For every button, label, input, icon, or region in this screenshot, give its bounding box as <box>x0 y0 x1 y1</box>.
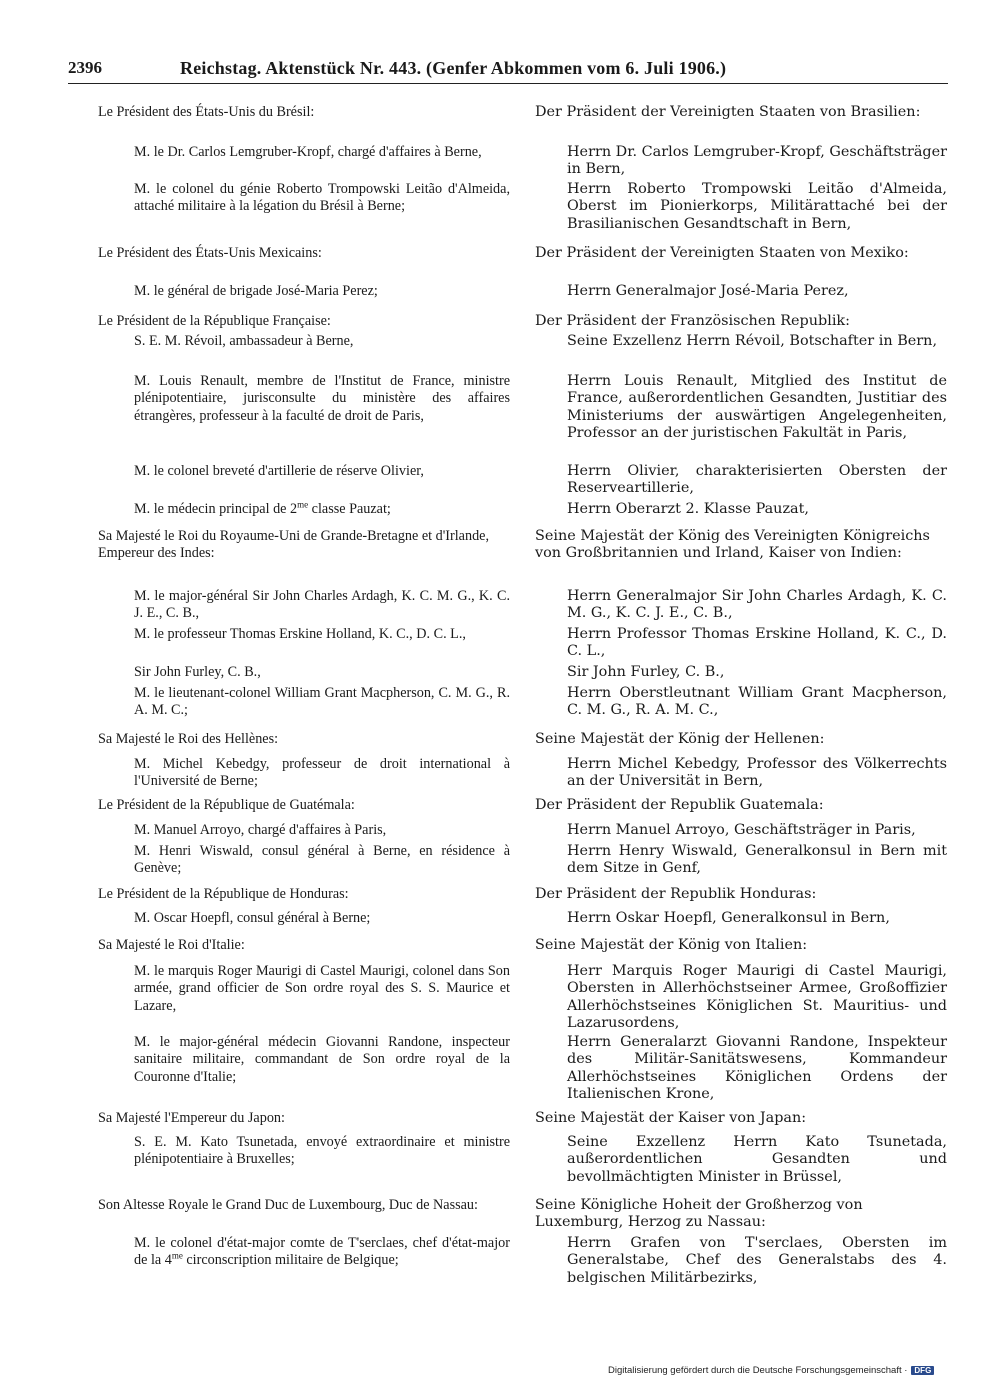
ruler-heading <box>535 937 947 954</box>
plenipotentiary-entry <box>535 756 947 791</box>
plenipotentiary-entry <box>535 181 947 233</box>
entry-text: Herr Marquis Roger Maurigi di Castel Maurigi, Obersten in Allerhöchstseiner Armee, Großoffizier Allerhöchstseines Königlichen St. Mauritius- und Lazarusordens, <box>567 963 947 1032</box>
entry-text: M. le professeur Thomas Erskine Holland, K. C., D. C. L., <box>134 626 466 642</box>
plenipotentiary-entry <box>535 1235 947 1287</box>
page-header <box>68 58 948 86</box>
ruler-heading <box>535 313 947 330</box>
plenipotentiary-entry <box>98 463 510 480</box>
ruler-text: Seine Majestät der Kaiser von Japan: <box>535 1110 807 1126</box>
entry-text: M. Oscar Hoepfl, consul général à Berne; <box>134 910 371 926</box>
plenipotentiary-entry <box>98 963 510 1015</box>
plenipotentiary-entry <box>98 822 510 839</box>
ruler-heading <box>535 886 947 903</box>
entry-text: Herrn Generalarzt Giovanni Randone, Inspekteur des Militär-Sanitätswesens, Kommandeur Allerhöchstseines Königlichen Ordens der Italienischen Krone, <box>567 1034 947 1103</box>
ruler-heading <box>535 1197 947 1232</box>
ruler-heading <box>98 104 510 121</box>
entry-text: Seine Exzellenz Herrn Kato Tsunetada, außerordentlichen Gesandten und bevollmächtigten Minister in Brüssel, <box>567 1134 947 1185</box>
plenipotentiary-entry <box>535 1034 947 1104</box>
ruler-heading <box>535 528 947 563</box>
plenipotentiary-entry <box>535 664 947 681</box>
ruler-heading <box>98 797 510 814</box>
entry-text: M. le marquis Roger Maurigi di Castel Maurigi, colonel dans Son armée, grand officier de Son ordre royal des S. S. Maurice et Lazare, <box>134 963 510 1014</box>
entry-text: M. le major-général Sir John Charles Ardagh, K. C. M. G., K. C. J. E., C. B., <box>134 588 510 622</box>
plenipotentiary-entry <box>98 333 510 350</box>
credit-text: Digitalisierung gefördert durch die Deutsche Forschungsgemeinschaft · <box>608 1365 908 1376</box>
ruler-heading <box>535 245 947 262</box>
plenipotentiary-entry <box>98 685 510 720</box>
header-rule <box>68 83 948 84</box>
ruler-heading <box>98 313 510 330</box>
plenipotentiary-entry <box>98 1235 510 1270</box>
dfg-logo: DFG <box>911 1366 934 1375</box>
entry-text: M. le colonel d'état-major comte de T'serclaes, chef d'état-major de la $4^{me}$ circonscription militaire de Belgique; <box>134 1235 510 1269</box>
plenipotentiary-entry <box>535 333 947 350</box>
entry-text: M. le médecin principal de $2^{me}$ classe Pauzat; <box>134 499 391 517</box>
plenipotentiary-entry <box>98 1134 510 1169</box>
digitization-credit <box>608 1365 934 1376</box>
entry-text: M. Manuel Arroyo, chargé d'affaires à Paris, <box>134 822 387 838</box>
entry-text: S. E. M. Révoil, ambassadeur à Berne, <box>134 333 354 349</box>
plenipotentiary-entry <box>535 501 947 518</box>
ruler-text: Sa Majesté le Roi du Royaume-Uni de Grande-Bretagne et d'Irlande, Empereur des Indes: <box>98 528 490 562</box>
entry-text: M. le lieutenant-colonel William Grant Macpherson, C. M. G., R. A. M. C.; <box>134 685 510 719</box>
ruler-text: Der Präsident der Republik Guatemala: <box>535 797 824 813</box>
entry-text: M. le colonel breveté d'artillerie de réserve Olivier, <box>134 463 424 479</box>
entry-text: Herrn Professor Thomas Erskine Holland, K. C., D. C. L., <box>567 626 947 660</box>
entry-text: Herrn Generalmajor Sir John Charles Ardagh, K. C. M. G., K. C. J. E., C. B., <box>567 588 947 622</box>
ruler-text: Le Président des États-Unis du Brésil: <box>98 104 315 120</box>
entry-text: M. Michel Kebedgy, professeur de droit international à l'Université de Berne; <box>134 756 510 790</box>
ruler-heading <box>535 1110 947 1127</box>
ruler-text: Le Président de la République de Honduras: <box>98 886 349 902</box>
ruler-text: Seine Königliche Hoheit der Großherzog von Luxemburg, Herzog zu Nassau: <box>535 1197 863 1231</box>
ruler-text: Sa Majesté le Roi des Hellènes: <box>98 731 279 747</box>
ruler-heading <box>98 528 510 563</box>
ruler-text: Son Altesse Royale le Grand Duc de Luxembourg, Duc de Nassau: <box>98 1197 478 1213</box>
running-title: Reichstag. Aktenstück Nr. 443. (Genfer Abkommen vom 6. Juli 1906.) <box>180 58 727 78</box>
plenipotentiary-entry <box>535 373 947 443</box>
plenipotentiary-entry <box>535 283 947 300</box>
entry-text: Herrn Michel Kebedgy, Professor des Völkerrechts an der Universität in Bern, <box>567 756 947 790</box>
ruler-heading <box>98 1110 510 1127</box>
ruler-heading <box>98 731 510 748</box>
entry-text: M. le colonel du génie Roberto Trompowski Leitão d'Almeida, attaché militaire à la légation du Brésil à Berne; <box>134 181 510 215</box>
plenipotentiary-entry <box>98 910 510 927</box>
plenipotentiary-entry <box>98 843 510 878</box>
ruler-heading <box>535 731 947 748</box>
plenipotentiary-entry <box>535 685 947 720</box>
plenipotentiary-entry <box>535 843 947 878</box>
plenipotentiary-entry <box>535 463 947 498</box>
ruler-heading <box>98 937 510 954</box>
ruler-text: Der Präsident der Vereinigten Staaten von Brasilien: <box>535 104 921 120</box>
plenipotentiary-entry <box>535 588 947 623</box>
ruler-text: Le Président des États-Unis Mexicains: <box>98 245 322 261</box>
plenipotentiary-entry <box>98 501 510 518</box>
ruler-heading <box>98 1197 510 1214</box>
entry-text: Herrn Henry Wiswald, Generalkonsul in Bern mit dem Sitze in Genf, <box>567 843 947 877</box>
plenipotentiary-entry <box>535 910 947 927</box>
ruler-heading <box>98 886 510 903</box>
ruler-text: Le Président de la République de Guatémala: <box>98 797 355 813</box>
ruler-heading <box>535 104 947 121</box>
entry-text: M. le général de brigade José-Maria Perez; <box>134 283 378 299</box>
ruler-text: Der Präsident der Französischen Republik: <box>535 313 851 329</box>
ruler-text: Sa Majesté l'Empereur du Japon: <box>98 1110 285 1126</box>
plenipotentiary-entry <box>98 283 510 300</box>
plenipotentiary-entry <box>98 1034 510 1086</box>
plenipotentiary-entry <box>98 626 510 643</box>
ruler-text: Der Präsident der Republik Honduras: <box>535 886 817 902</box>
plenipotentiary-entry <box>535 1134 947 1186</box>
entry-text: Seine Exzellenz Herrn Révoil, Botschafter in Bern, <box>567 333 938 349</box>
ruler-heading <box>535 797 947 814</box>
ruler-text: Sa Majesté le Roi d'Italie: <box>98 937 245 953</box>
plenipotentiary-entry <box>98 588 510 623</box>
plenipotentiary-entry <box>535 963 947 1033</box>
entry-text: Herrn Generalmajor José-Maria Perez, <box>567 283 849 299</box>
entry-text: Herrn Oskar Hoepfl, Generalkonsul in Bern, <box>567 910 890 926</box>
ruler-text: Le Président de la République Française: <box>98 313 331 329</box>
entry-text: S. E. M. Kato Tsunetada, envoyé extraordinaire et ministre plénipotentiaire à Bruxelles; <box>134 1134 510 1168</box>
entry-text: M. Louis Renault, membre de l'Institut de France, ministre plénipotentiaire, jurisconsulte du ministère des affaires étrangères, professeur à la faculté de droit de Paris, <box>134 373 510 424</box>
plenipotentiary-entry <box>535 626 947 661</box>
entry-text: Herrn Dr. Carlos Lemgruber-Kropf, Geschäftsträger in Bern, <box>567 144 948 178</box>
entry-text: M. Henri Wiswald, consul général à Berne, en résidence à Genève; <box>134 843 510 877</box>
entry-text: Herrn Louis Renault, Mitglied des Institut de France, außerordentlichen Gesandten, Justitiar des Ministeriums der auswärtigen Angelegenheiten, Professor an der juristischen Fakultät in Paris, <box>567 373 947 442</box>
ruler-text: Der Präsident der Vereinigten Staaten von Mexiko: <box>535 245 909 261</box>
entry-text: Herrn Oberarzt 2. Klasse Pauzat, <box>567 501 809 517</box>
entry-text: Herrn Manuel Arroyo, Geschäftsträger in Paris, <box>567 822 916 838</box>
plenipotentiary-entry <box>98 144 510 161</box>
entry-text: Herrn Grafen von T'serclaes, Obersten im Generalstabe, Chef des Generalstabs des 4. belgischen Militärbezirks, <box>567 1235 947 1286</box>
entry-text: M. le major-général médecin Giovanni Randone, inspecteur sanitaire militaire, commandant de Son ordre royal de la Couronne d'Italie; <box>134 1034 510 1085</box>
ruler-text: Seine Majestät der König der Hellenen: <box>535 731 825 747</box>
plenipotentiary-entry <box>98 181 510 216</box>
entry-text: Herrn Olivier, charakterisierten Obersten der Reserveartillerie, <box>567 463 947 497</box>
entry-text: Sir John Furley, C. B., <box>134 664 261 680</box>
plenipotentiary-entry <box>98 664 510 681</box>
plenipotentiary-entry <box>98 373 510 425</box>
ruler-text: Seine Majestät der König des Vereinigten Königreichs von Großbritannien und Irland, Kaiser von Indien: <box>535 528 930 562</box>
entry-text: Sir John Furley, C. B., <box>567 664 725 680</box>
entry-text: Herrn Oberstleutnant William Grant Macpherson, C. M. G., R. A. M. C., <box>567 685 947 719</box>
plenipotentiary-entry <box>98 756 510 791</box>
page-number: 2396 <box>68 58 102 77</box>
ruler-text: Seine Majestät der König von Italien: <box>535 937 808 953</box>
plenipotentiary-entry <box>535 822 947 839</box>
entry-text: M. le Dr. Carlos Lemgruber-Kropf, chargé d'affaires à Berne, <box>134 144 482 160</box>
plenipotentiary-entry <box>535 144 947 179</box>
ruler-heading <box>98 245 510 262</box>
entry-text: Herrn Roberto Trompowski Leitão d'Almeida, Oberst im Pionierkorps, Militärattaché bei der Brasilianischen Gesandtschaft in Bern, <box>567 181 947 232</box>
